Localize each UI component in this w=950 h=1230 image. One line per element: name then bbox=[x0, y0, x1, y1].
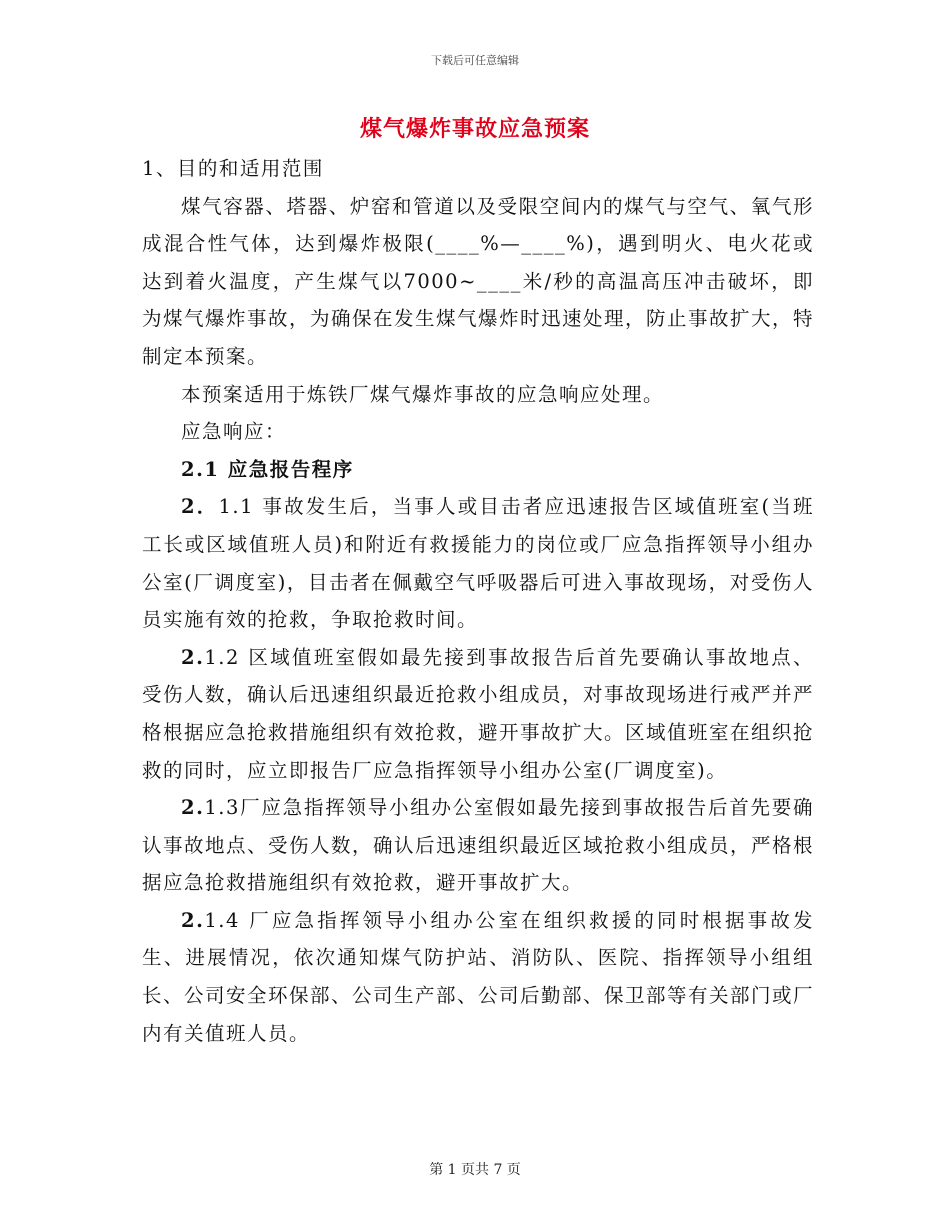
section-2-1-heading-text: 2.1 应急报告程序 bbox=[181, 457, 354, 481]
paragraph-2-1-3 bbox=[142, 789, 814, 902]
paragraph-2-1-3-text: 1.3厂应急指挥领导小组办公室假如最先接到事故报告后首先要确认事故地点、受伤人数，确认后迅速组织最近区域抢救小组成员，严格根据应急抢救措施组织有效抢救，避开事故扩大。 bbox=[142, 796, 815, 895]
paragraph-2-1-4-number: 2. bbox=[181, 908, 205, 932]
paragraph-scope: 本预案适用于炼铁厂煤气爆炸事故的应急响应处理。 bbox=[181, 382, 665, 406]
section-1-heading: 1、目的和适用范围 bbox=[142, 157, 324, 180]
paragraph-2-1-4 bbox=[142, 902, 814, 1052]
paragraph-2-1-2-text: 1.2 区域值班室假如最先接到事故报告后首先要确认事故地点、受伤人数，确认后迅速组织最近抢救小组成员，对事故现场进行戒严并严格根据应急抢救措施组织有效抢救，避开事故扩大。区域值班室在组织抢救的同时，应立即报告厂应急指挥领导小组办公室(厂调度室)。 bbox=[142, 645, 815, 782]
document-title: 煤气爆炸事故应急预案 bbox=[359, 117, 590, 142]
paragraph-2-1-2 bbox=[142, 639, 814, 789]
paragraph-response-label: 应急响应： bbox=[181, 420, 287, 444]
document-body bbox=[142, 150, 814, 1052]
paragraph-2-1-2-number: 2. bbox=[181, 645, 205, 669]
section-2-1-heading bbox=[142, 451, 814, 489]
page-footer: 第 1 页共 7 页 bbox=[429, 1162, 521, 1178]
paragraph-2-1-4-text: 1.4 厂应急指挥领导小组办公室在组织救援的同时根据事故发生、进展情况，依次通知煤气防护站、消防队、医院、指挥领导小组组长、公司安全环保部、公司生产部、公司后勤部、保卫部等有关部门或厂内有关值班人员。 bbox=[142, 908, 815, 1045]
paragraph-definition: 煤气容器、塔器、炉窑和管道以及受限空间内的煤气与空气、氧气形成混合性气体，达到爆炸极限(____%—____%)，遇到明火、电火花或达到着火温度，产生煤气以7000~____米/秒的高温高压冲击破坏，即为煤气爆炸事故，为确保在发生煤气爆炸时迅速处理，防止事故扩大，特制定本预案。 bbox=[142, 194, 815, 368]
page-header: 下载后可任意编辑 bbox=[431, 54, 519, 67]
paragraph-2-1-1-number: 2． bbox=[181, 495, 219, 519]
paragraph-2-1-1 bbox=[142, 488, 814, 638]
paragraph-2-1-3-number: 2. bbox=[181, 796, 205, 820]
paragraph-2-1-1-text: 1.1 事故发生后，当事人或目击者应迅速报告区域值班室(当班工长或区域值班人员)和附近有救援能力的岗位或厂应急指挥领导小组办公室(厂调度室)，目击者在佩戴空气呼吸器后可进入事故现场，对受伤人员实施有效的抢救，争取抢救时间。 bbox=[142, 495, 814, 632]
